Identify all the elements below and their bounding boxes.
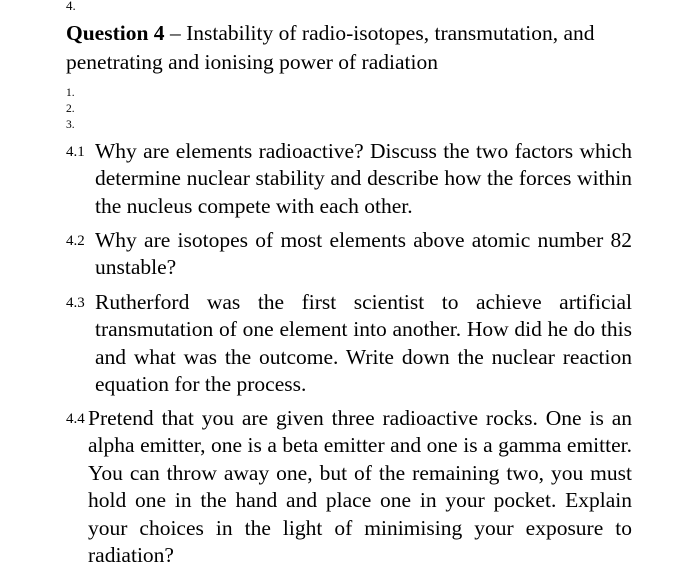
question-number: 4.2 (66, 233, 85, 249)
question-number: 4.4 (66, 411, 85, 427)
question-4-4 (66, 405, 632, 569)
question-text: Why are elements radioactive? Discuss the two factors which determine nuclear stability and describe how the forces within the nucleus compete with each other. (95, 139, 632, 218)
question-text: Rutherford was the first scientist to achieve artificial transmutation of one element into another. How did he do this and what was the outcome. Write down the nuclear reaction equation for the process. (95, 290, 632, 397)
question-4-1 (66, 138, 632, 220)
question-4-2 (66, 227, 632, 282)
list-item: 1. (66, 87, 75, 99)
list-item: 3. (66, 119, 75, 131)
question-heading (66, 19, 646, 77)
page-number: 4. (66, 0, 76, 13)
question-4-3 (66, 289, 632, 399)
question-number: 4.1 (66, 144, 85, 160)
question-text: Why are isotopes of most elements above atomic number 82 unstable? (95, 228, 632, 280)
numbered-list (66, 85, 75, 133)
question-subtitle: – Instability of radio-isotopes, transmutation, and penetrating and ionising power of radiation (66, 21, 595, 74)
list-item: 2. (66, 103, 75, 115)
question-title: Question 4 (66, 21, 165, 45)
question-text: Pretend that you are given three radioactive rocks. One is an alpha emitter, one is a beta emitter and one is a gamma emitter. You can throw away one, but of the remaining two, you must hold one in the hand and place one in your pocket. Explain your choices in the light of minimising your exposure to radiation? (88, 406, 632, 568)
question-number: 4.3 (66, 295, 85, 311)
